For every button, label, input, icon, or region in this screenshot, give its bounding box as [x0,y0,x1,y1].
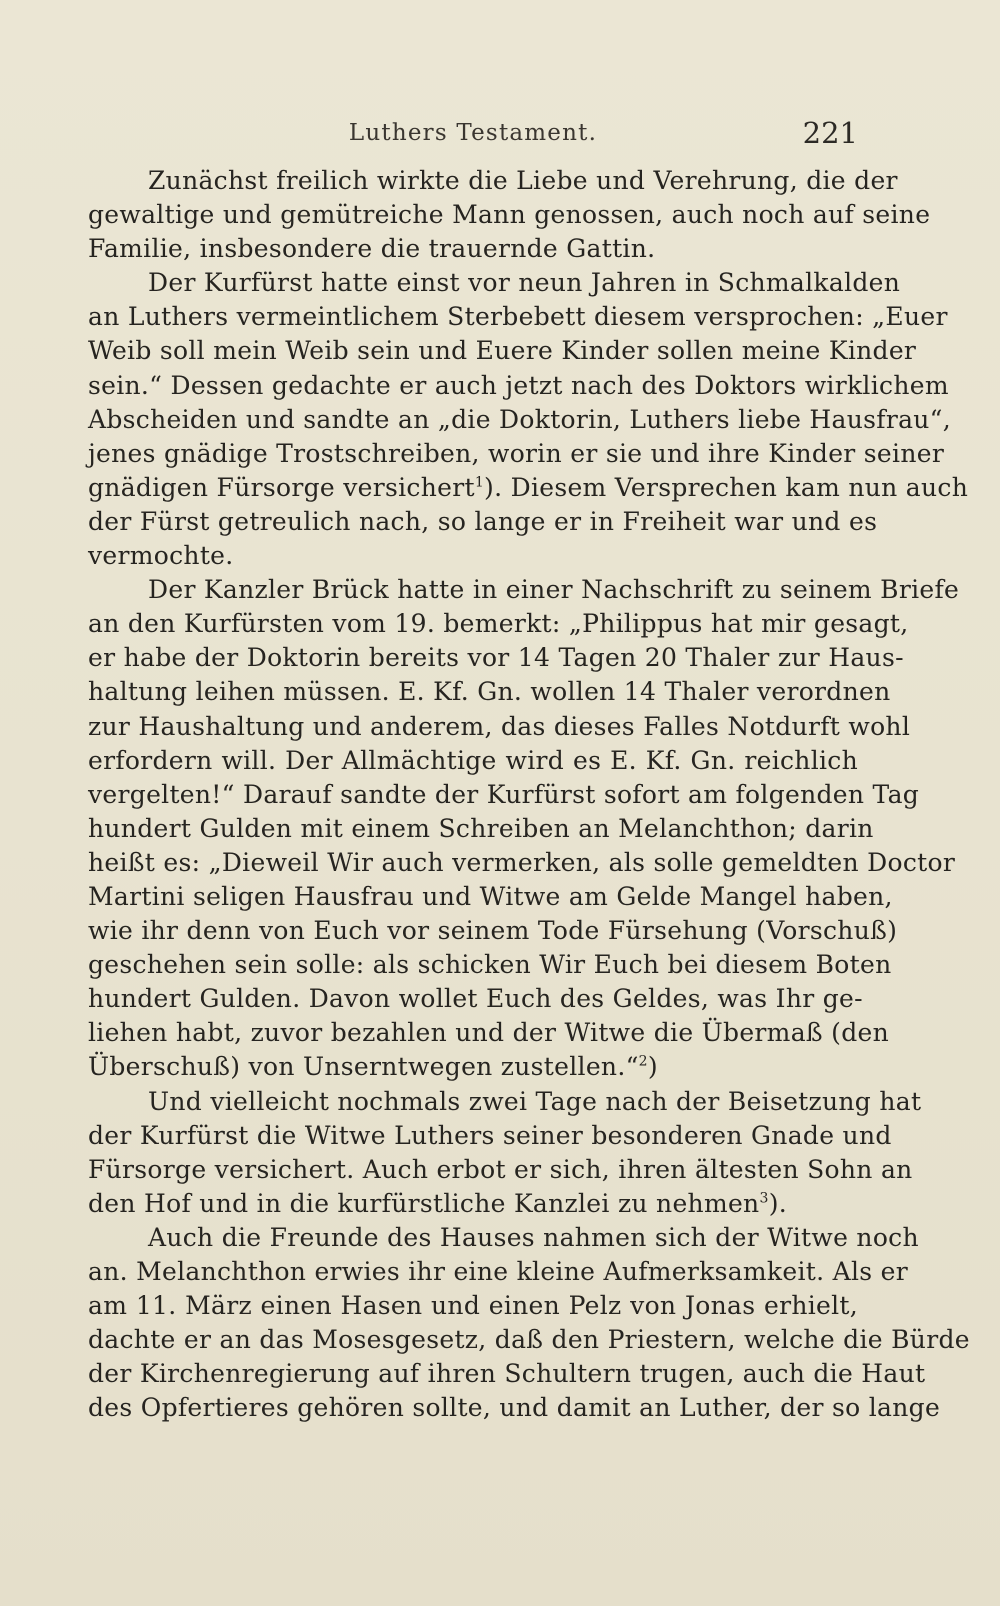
text-line: er habe der Doktorin bereits vor 14 Tagen 20 Thaler zur Haus- [88,643,904,673]
text-line: den Hof und in die kurfürstliche Kanzlei zu nehmen$^3$). [88,1188,787,1218]
text-line: erfordern will. Der Allmächtige wird es E. Kf. Gn. reichlich [88,745,858,775]
paragraph [88,1221,970,1426]
text-line: Familie, insbesondere die trauernde Gattin. [88,234,656,264]
text-line: Abscheiden und sandte an „die Doktorin, Luthers liebe Hausfrau“, [88,404,952,434]
text-line: Und vielleicht nochmals zwei Tage nach der Beisetzung hat [148,1086,922,1116]
running-head: Luthers Testament. [348,120,598,146]
text-line: Der Kanzler Brück hatte in einer Nachschrift zu seinem Briefe [148,575,960,605]
text-line: jenes gnädige Trostschreiben, worin er sie und ihre Kinder seiner [88,438,945,468]
text-line: geschehen sein solle: als schicken Wir Euch bei diesem Boten [88,950,892,980]
text-line: Überschuß) von Unserntwegen zustellen.“$^2$) [88,1052,658,1082]
text-line: Auch die Freunde des Hauses nahmen sich der Witwe noch [148,1222,919,1252]
footnote-marker: 2 [638,1054,648,1071]
text-line: Zunächst freilich wirkte die Liebe und Verehrung, die der [148,166,898,195]
text-line: dachte er an das Mosesgesetz, daß den Priestern, welche die Bürde [88,1325,970,1355]
footnote-marker: 3 [759,1190,769,1207]
text-line: des Opfertieres gehören sollte, und damit an Luther, der so lange [88,1393,941,1423]
body-text [88,164,970,1425]
text-line: vergelten!“ Darauf sandte der Kurfürst sofort am folgenden Tag [88,779,920,809]
text-line: wie ihr denn von Euch vor seinem Tode Fürsehung (Vorschuß) [88,916,898,946]
text-line: gewaltige und gemütreiche Mann genossen, auch noch auf seine [88,200,931,230]
paragraph [88,266,969,573]
text-line: liehen habt, zuvor bezahlen und der Witwe die Übermaß (den [88,1018,889,1048]
text-line: an Luthers vermeintlichem Sterbebett diesem versprochen: „Euer [88,302,948,332]
footnote-marker: 1 [474,474,485,491]
text-line: an den Kurfürsten vom 19. bemerkt: „Philippus hat mir gesagt, [88,609,909,639]
text-line: der Kurfürst die Witwe Luthers seiner besonderen Gnade und [88,1120,892,1150]
text-line: am 11. März einen Hasen und einen Pelz von Jonas erhielt, [88,1291,858,1321]
text-line: sein.“ Dessen gedachte er auch jetzt nach des Doktors wirklichem [88,370,949,400]
paragraph [88,164,931,266]
paragraph [88,573,960,1084]
text-line: vermochte. [88,541,234,571]
text-line: Martini seligen Hausfrau und Witwe am Gelde Mangel haben, [88,881,893,911]
text-line: haltung leihen müssen. E. Kf. Gn. wollen 14 Thaler verordnen [88,677,891,707]
text-line: der Kirchenregierung auf ihren Schultern trugen, auch die Haut [88,1359,926,1389]
page-number: 221 [802,116,858,150]
text-line: Fürsorge versichert. Auch erbot er sich, ihren ältesten Sohn an [88,1154,913,1184]
text-line: hundert Gulden mit einem Schreiben an Melanchthon; darin [88,813,874,843]
text-line: der Fürst getreulich nach, so lange er in Freiheit war und es [88,506,878,536]
text-line: Weib soll mein Weib sein und Euere Kinder sollen meine Kinder [88,336,917,366]
text-line: gnädigen Fürsorge versichert$^1$). Diesem Versprechen kam nun auch [88,472,969,502]
text-line: hundert Gulden. Davon wollet Euch des Geldes, was Ihr ge- [88,984,863,1014]
text-line: an. Melanchthon erwies ihr eine kleine Aufmerksamkeit. Als er [88,1257,908,1286]
text-line: heißt es: „Dieweil Wir auch vermerken, als solle gemeldten Doctor [88,847,956,877]
paragraph [88,1085,922,1221]
text-line: Der Kurfürst hatte einst vor neun Jahren in Schmalkalden [148,268,901,298]
text-line: zur Haushaltung und anderem, das dieses Falles Notdurft wohl [88,711,911,741]
page-header [88,116,858,156]
